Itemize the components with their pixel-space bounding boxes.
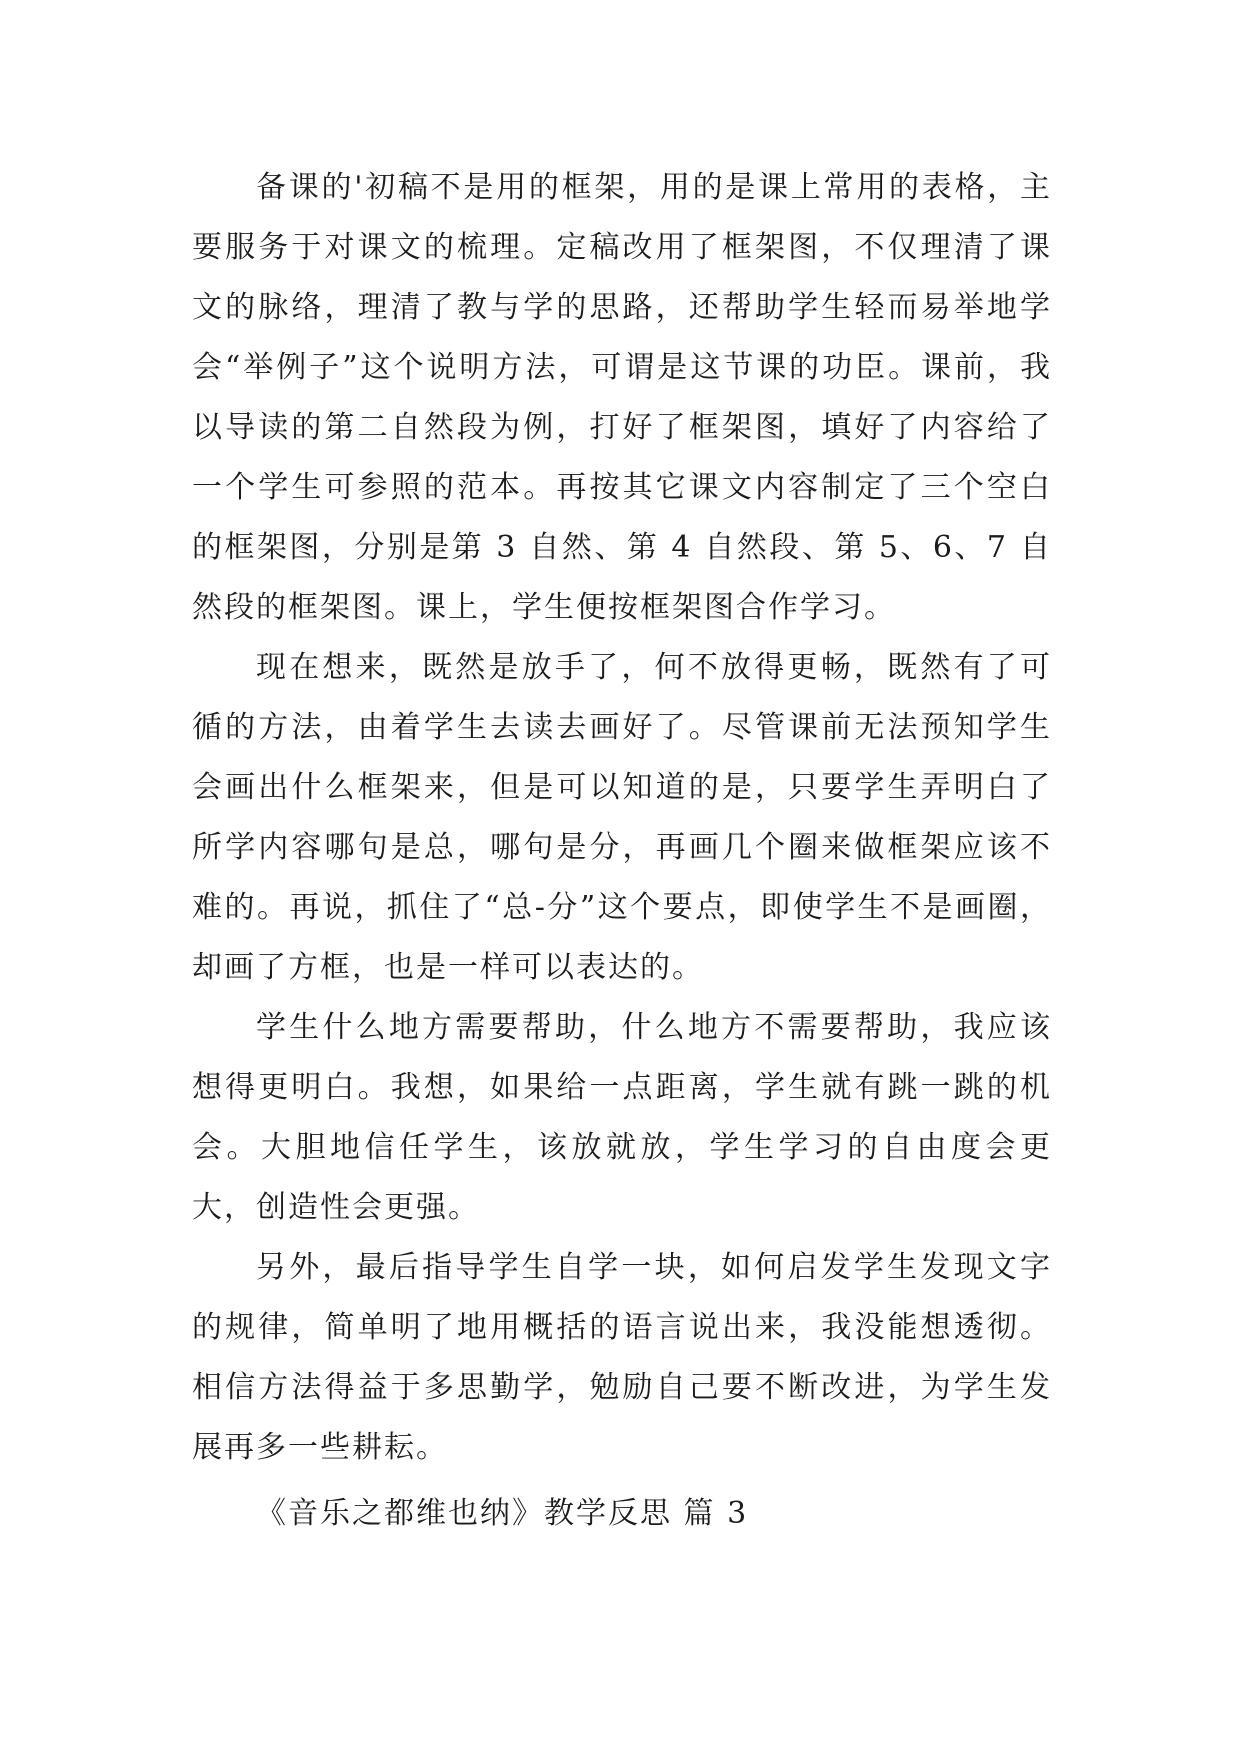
paragraph-2: 现在想来，既然是放手了，何不放得更畅，既然有了可循的方法，由着学生去读去画好了。尽管课前无法预知学生会画出什么框架来，但是可以知道的是，只要学生弄明白了所学内容哪句是总，哪句是分，再画几个圈来做框架应该不难的。再说，抓住了“总-分”这个要点，即使学生不是画圈，却画了方框，也是一样可以表达的。 — [192, 650, 1052, 985]
paragraph-1: 备课的'初稿不是用的框架，用的是课上常用的表格，主要服务于对课文的梳理。定稿改用了框架图，不仅理清了课文的脉络，理清了教与学的思路，还帮助学生轻而易举地学会“举例子”这个说明方法，可谓是这节课的功臣。课前，我以导读的第二自然段为例，打好了框架图，填好了内容给了一个学生可参照的范本。再按其它课文内容制定了三个空白的框架图，分别是第 3 自然、第 4 自然段、第 5、6、7 自然段的框架图。课上，学生便按框架图合作学习。 — [192, 170, 1052, 625]
paragraph-3: 学生什么地方需要帮助，什么地方不需要帮助，我应该想得更明白。我想，如果给一点距离，学生就有跳一跳的机会。大胆地信任学生，该放就放，学生学习的自由度会更大，创造性会更强。 — [192, 1010, 1052, 1225]
document-body — [192, 158, 1052, 1478]
paragraph-4: 另外，最后指导学生自学一块，如何启发学生发现文字的规律，简单明了地用概括的语言说出来，我没能想透彻。相信方法得益于多思勤学，勉励自己要不断改进，为学生发展再多一些耕耘。 — [192, 1250, 1052, 1465]
section-heading: 《音乐之都维也纳》教学反思 篇 3 — [256, 1496, 749, 1531]
